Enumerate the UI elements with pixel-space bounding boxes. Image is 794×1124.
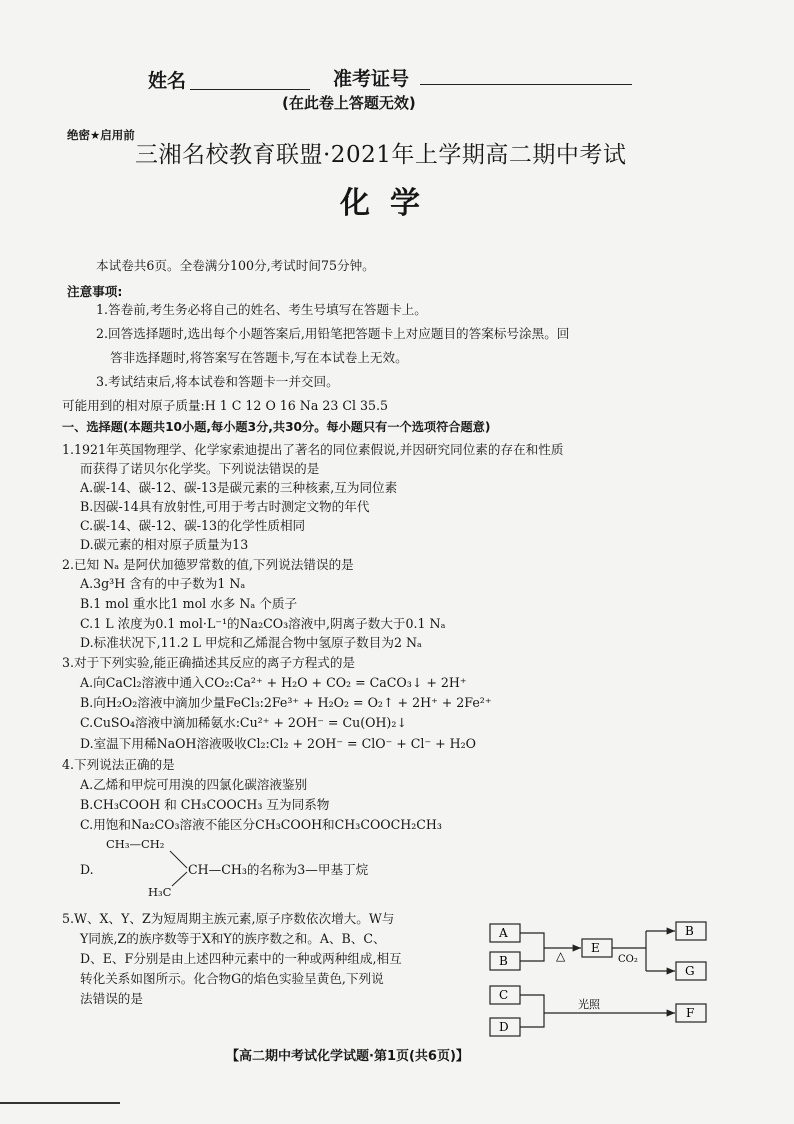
q5-reaction-diagram	[486, 916, 708, 1044]
invalid-notice: (在此卷上答题无效)	[282, 94, 416, 112]
exam-id-label: 准考证号	[333, 68, 410, 90]
q5-stem-3: D、E、F分别是由上述四种元素中的一种或两种组成,相互	[80, 951, 402, 966]
q1-stem-cont: 而获得了诺贝尔化学奖。下列说法错误的是	[80, 461, 320, 476]
q4-molecule-top: CH₃—CH₂	[106, 837, 165, 851]
q3-option-c: C.CuSO₄溶液中滴加稀氨水:Cu²⁺ + 2OH⁻ = Cu(OH)₂↓	[80, 715, 407, 730]
q5-stem-4: 转化关系如图所示。化合物G的焰色实验呈黄色,下列说	[80, 971, 384, 986]
page-footer: 【高二期中考试化学试题·第1页(共6页)】	[226, 1049, 469, 1064]
q3-stem: 3.对于下列实验,能正确描述其反应的离子方程式的是	[62, 655, 356, 670]
heat-symbol: △	[556, 949, 566, 963]
q4-option-a: A.乙烯和甲烷可用溴的四氯化碳溶液鉴别	[80, 777, 308, 792]
q4-molecule-bottom: H₃C	[148, 885, 172, 899]
q1-option-a: A.碳-14、碳-12、碳-13是碳元素的三种核素,互为同位素	[80, 480, 398, 495]
q3-option-b: B.向H₂O₂溶液中滴加少量FeCl₃:2Fe³⁺ + H₂O₂ = O₂↑ + 2H⁺ + 2Fe²⁺	[80, 695, 492, 710]
notes-heading: 注意事项:	[67, 284, 123, 299]
name-field	[190, 89, 310, 90]
note-item-2-cont: 答非选择题时,将答案写在答题卡,写在本试卷上无效。	[110, 350, 408, 365]
edge-line	[0, 1102, 120, 1104]
intro-text: 本试卷共6页。全卷满分100分,考试时间75分钟。	[96, 258, 375, 273]
q4-option-c: C.用饱和Na₂CO₃溶液不能区分CH₃COOH和CH₃COOCH₂CH₃	[80, 817, 442, 832]
section-heading: 一、选择题(本题共10小题,每小题3分,共30分。每小题只有一个选项符合题意)	[62, 420, 491, 434]
note-item-1: 1.答卷前,考生务必将自己的姓名、考生号填写在答题卡上。	[96, 302, 427, 317]
q2-stem: 2.已知 Nₐ 是阿伏加德罗常数的值,下列说法错误的是	[62, 557, 354, 572]
note-item-2: 2.回答选择题时,选出每个小题答案后,用铅笔把答题卡上对应题目的答案标号涂黑。回	[96, 326, 570, 341]
note-item-3: 3.考试结束后,将本试卷和答题卡一并交回。	[96, 374, 339, 389]
label-b-product: B	[685, 924, 694, 938]
q3-option-d: D.室温下用稀NaOH溶液吸收Cl₂:Cl₂ + 2OH⁻ = ClO⁻ + Cl⁻ + H₂O	[80, 736, 477, 751]
subject-title: 化学	[340, 186, 440, 221]
q5-stem-1: 5.W、X、Y、Z为短周期主族元素,原子序数依次增大。W与	[62, 911, 395, 926]
label-f: F	[686, 1006, 695, 1020]
q1-option-d: D.碳元素的相对原子质量为13	[80, 537, 249, 552]
q1-option-b: B.因碳-14具有放射性,可用于考古时测定文物的年代	[80, 499, 370, 514]
q3-option-a: A.向CaCl₂溶液中通入CO₂:Ca²⁺ + H₂O + CO₂ = CaCO₃↓ + 2H⁺	[80, 675, 467, 690]
label-e: E	[591, 941, 600, 955]
q4-option-d-label: D.	[80, 862, 94, 877]
label-c: C	[499, 988, 509, 1002]
atomic-masses: 可能用到的相对原子质量:H 1 C 12 O 16 Na 23 Cl 35.5	[62, 398, 389, 413]
q2-option-d: D.标准状况下,11.2 L 甲烷和乙烯混合物中氢原子数目为2 Nₐ	[80, 635, 422, 650]
q4-molecule-name: CH—CH₃的名称为3—甲基丁烷	[188, 862, 369, 877]
q4-stem: 4.下列说法正确的是	[62, 757, 175, 772]
label-g: G	[685, 964, 695, 978]
name-label: 姓名	[148, 70, 187, 92]
q1-option-c: C.碳-14、碳-12、碳-13的化学性质相同	[80, 518, 306, 533]
label-d: D	[499, 1020, 509, 1034]
q4-molecule-bonds	[160, 848, 190, 888]
q2-option-a: A.3g³H 含有的中子数为1 Nₐ	[80, 576, 246, 591]
label-a: A	[499, 926, 508, 940]
q1-stem: 1.1921年英国物理学、化学家索迪提出了著名的同位素假说,并因研究同位素的存在和性质	[62, 442, 564, 457]
exam-title: 三湘名校教育联盟·2021年上学期高二期中考试	[135, 142, 627, 168]
q5-stem-5: 法错误的是	[80, 991, 143, 1006]
q4-option-b: B.CH₃COOH 和 CH₃COOCH₃ 互为同系物	[80, 797, 330, 812]
co2-label: CO₂	[618, 954, 638, 965]
label-b: B	[499, 954, 508, 968]
light-label: 光照	[578, 998, 600, 1011]
q5-stem-2: Y同族,Z的族序数等于X和Y的族序数之和。A、B、C、	[80, 931, 386, 946]
exam-id-field	[420, 84, 632, 85]
q2-option-c: C.1 L 浓度为0.1 mol·L⁻¹的Na₂CO₃溶液中,阴离子数大于0.1 Nₐ	[80, 616, 446, 631]
secret-label: 绝密★启用前	[67, 128, 135, 142]
q2-option-b: B.1 mol 重水比1 mol 水多 Nₐ 个质子	[80, 596, 298, 611]
